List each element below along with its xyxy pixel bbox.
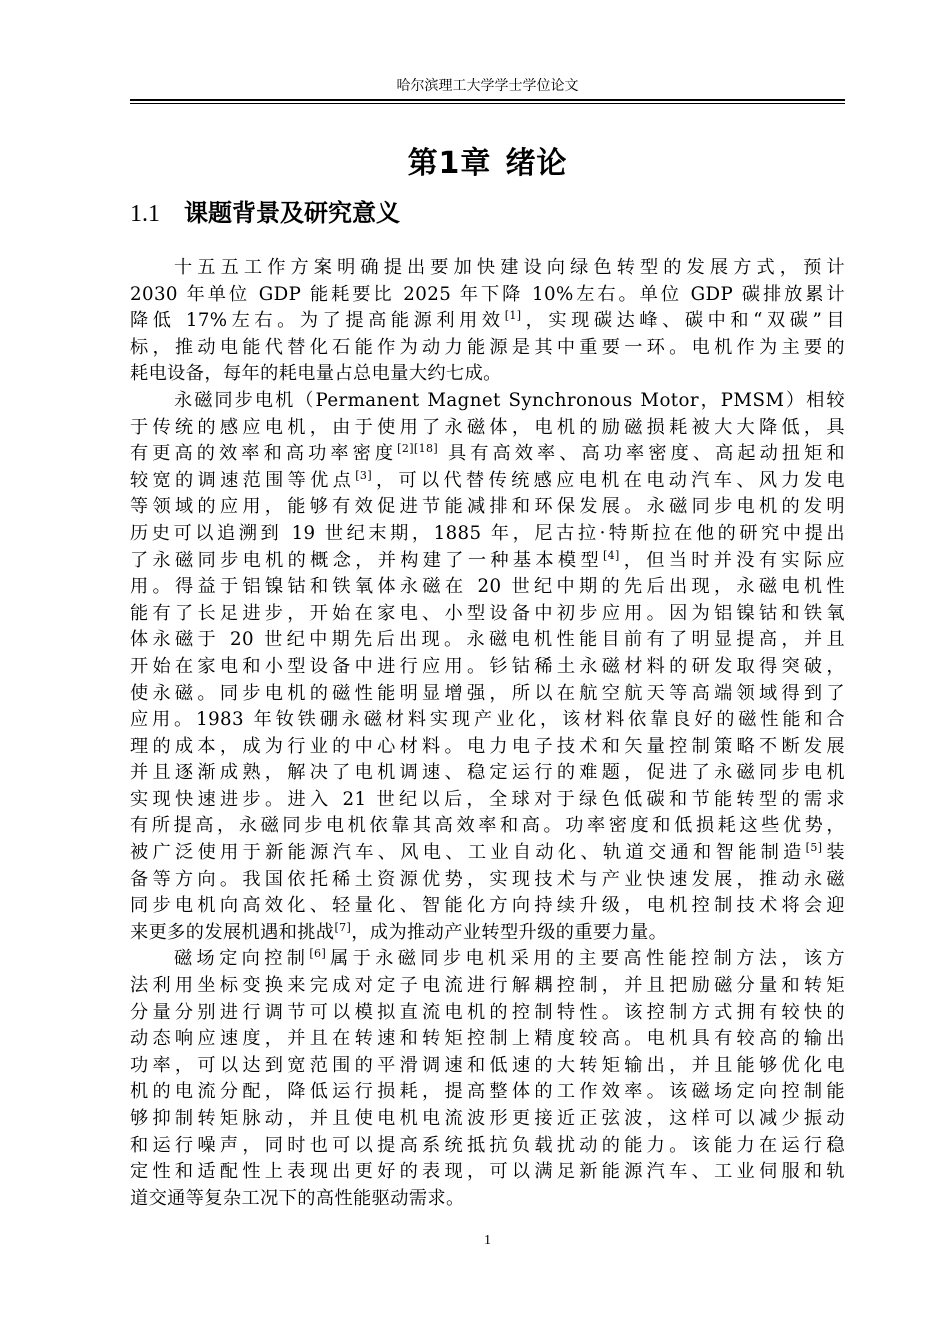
text-line — [130, 1079, 845, 1106]
text-segment: 标，推动电能代替化石能作为动力能源是其中重要一环。电机作为主要的 — [130, 336, 845, 358]
text-line — [130, 282, 845, 309]
text-line — [130, 335, 845, 362]
text-segment: ，实现碳达峰、碳中和“双碳”目 — [521, 310, 845, 332]
text-segment: 理的成本，成为行业的中心材料。电力电子技术和矢量控制策略不断发展 — [130, 735, 845, 757]
text-segment: 能有了长足进步，开始在家电、小型设备中初步应用。因为铝镍钴和铁氧 — [130, 602, 845, 624]
text-line — [130, 494, 845, 521]
chapter-name: 绪论 — [505, 146, 568, 181]
citation-ref: [5] — [805, 841, 823, 855]
text-segment: 于传统的感应电机，由于使用了永磁体，电机的励磁损耗被大大降低，具 — [130, 416, 845, 438]
section-title: 课题背景及研究意义 — [184, 199, 400, 227]
text-line — [130, 1186, 845, 1213]
text-line — [130, 361, 845, 388]
text-segment: 功率，可以达到宽范围的平滑调速和低速的大转矩输出，并且能够优化电 — [130, 1054, 845, 1076]
text-line — [130, 1106, 845, 1133]
text-segment: 被广泛使用于新能源汽车、风电、工业自动化、轨道交通和智能制造 — [130, 842, 806, 864]
text-line — [130, 308, 845, 335]
text-segment: 够抑制转矩脉动，并且使电机电流波形更接近正弦波，这样可以减少振动 — [130, 1108, 845, 1129]
text-segment: 永磁同步电机（Permanent Magnet Synchronous Motor，PMSM）相较 — [174, 389, 845, 411]
text-segment: 耗电设备，每年的耗电量占总电量大约七成。 — [130, 363, 502, 385]
page-number: 1 — [484, 1233, 491, 1248]
text-line — [130, 601, 845, 628]
text-segment: 开始在家电和小型设备中进行应用。钐钴稀土永磁材料的研发取得突破， — [130, 655, 845, 677]
text-segment: 磁场定向控制 — [174, 948, 310, 970]
text-line — [130, 388, 845, 415]
text-line — [130, 813, 845, 840]
text-segment: 等领域的应用，能够有效促进节能减排和环保发展。永磁同步电机的发明 — [130, 496, 845, 518]
text-segment: 十五五工作方案明确提出要加快建设向绿色转型的发展方式，预计 — [174, 257, 845, 278]
text-segment: 同步电机向高效化、轻量化、智能化方向持续升级，电机控制技术将会迎 — [130, 895, 845, 917]
text-segment: 动态响应速度，并且在转速和转矩控制上精度较高。电机具有较高的输出 — [130, 1028, 845, 1050]
text-line — [130, 707, 845, 734]
text-line — [130, 840, 845, 867]
text-segment: 并且逐渐成熟，解决了电机调速、稳定运行的难题，促进了永磁同步电机 — [130, 762, 845, 784]
text-line — [130, 468, 845, 495]
text-segment: 备等方向。我国依托稀土资源优势，实现技术与产业快速发展，推动永磁 — [130, 868, 845, 890]
section-number: 1.1 — [130, 201, 160, 227]
text-segment: 较宽的调速范围等优点 — [130, 469, 356, 491]
text-segment: ，成为推动产业转型升级的重要力量。 — [351, 921, 668, 943]
chapter-number: 第1章 — [407, 146, 492, 181]
text-segment: 体永磁于 20 世纪中期先后出现。永磁电机性能目前有了明显提高，并且 — [130, 629, 845, 651]
text-segment: 和运行噪声，同时也可以提高系统抵抗负载扰动的能力。该能力在运行稳 — [130, 1134, 845, 1156]
text-line — [130, 521, 845, 548]
text-segment: 降低 17%左右。为了提高能源利用效 — [130, 310, 505, 332]
text-segment: 了永磁同步电机的概念，并构建了一种基本模型 — [130, 549, 603, 571]
text-line — [130, 893, 845, 920]
chapter-title — [130, 142, 845, 186]
text-segment: ，可以代替传统感应电机在电动汽车、风力发电 — [372, 469, 845, 491]
text-line — [130, 920, 845, 947]
body-text — [130, 255, 845, 1212]
text-segment: 具有高效率、高功率密度、高起动扭矩和 — [438, 443, 845, 465]
section-heading — [130, 196, 400, 231]
text-segment: 定性和适配性上表现出更好的表现，可以满足新能源汽车、工业伺服和轨 — [130, 1161, 845, 1183]
text-line — [130, 1133, 845, 1160]
text-line — [130, 1159, 845, 1186]
citation-ref: [4] — [602, 548, 620, 562]
text-segment: 用。得益于铝镍钴和铁氧体永磁在 20 世纪中期的先后出现，永磁电机性 — [130, 576, 845, 598]
text-line — [130, 654, 845, 681]
text-line — [130, 1053, 845, 1080]
citation-ref: [7] — [334, 920, 352, 934]
text-line — [130, 787, 845, 814]
text-segment: 使永磁。同步电机的磁性能明显增强，所以在航空航天等高端领域得到了 — [130, 682, 845, 704]
text-line — [130, 255, 845, 282]
citation-ref: [3] — [355, 468, 373, 482]
text-line — [130, 946, 845, 973]
citation-ref: [1] — [504, 309, 522, 323]
text-segment: 实现快速进步。进入 21 世纪以后，全球对于绿色低碳和节能转型的需求 — [130, 788, 845, 810]
text-line — [130, 1000, 845, 1027]
text-segment: ，但当时并没有实际应 — [619, 549, 845, 571]
text-line — [130, 1026, 845, 1053]
text-line — [130, 441, 845, 468]
text-segment: 道交通等复杂工况下的高性能驱动需求。 — [130, 1187, 465, 1209]
text-line — [130, 415, 845, 442]
text-segment: 装 — [822, 842, 845, 864]
header-rule — [130, 99, 845, 104]
text-segment: 历史可以追溯到 19 世纪末期，1885 年，尼古拉·特斯拉在他的研究中提出 — [130, 522, 845, 544]
text-line — [130, 681, 845, 708]
text-segment: 来更多的发展机遇和挑战 — [130, 921, 335, 943]
text-segment: 法利用坐标变换来完成对定子电流进行解耦控制，并且把励磁分量和转矩 — [130, 975, 845, 997]
text-segment: 有更高的效率和高功率密度 — [130, 443, 398, 465]
text-segment: 应用。1983 年钕铁硼永磁材料实现产业化，该材料依靠良好的磁性能和合 — [130, 709, 845, 731]
citation-ref: [2][18] — [397, 442, 439, 456]
citation-ref: [6] — [309, 947, 327, 961]
text-line — [130, 574, 845, 601]
text-line — [130, 548, 845, 575]
text-segment: 属于永磁同步电机采用的主要高性能控制方法，该方 — [326, 948, 846, 970]
text-line — [130, 760, 845, 787]
text-segment: 有所提高，永磁同步电机依靠其高效率和高。功率密度和低损耗这些优势， — [130, 815, 845, 837]
text-line — [130, 973, 845, 1000]
running-header: 哈尔滨理工大学学士学位论文 — [396, 78, 579, 94]
text-line — [130, 867, 845, 894]
text-line — [130, 734, 845, 761]
text-line — [130, 627, 845, 654]
text-segment: 分量分别进行调节可以模拟直流电机的控制特性。该控制方式拥有较快的 — [130, 1001, 845, 1023]
text-segment: 机的电流分配，降低运行损耗，提高整体的工作效率。该磁场定向控制能 — [130, 1081, 845, 1103]
text-segment: 2030 年单位 GDP 能耗要比 2025 年下降 10%左右。单位 GDP 碳排放累计 — [130, 283, 845, 305]
